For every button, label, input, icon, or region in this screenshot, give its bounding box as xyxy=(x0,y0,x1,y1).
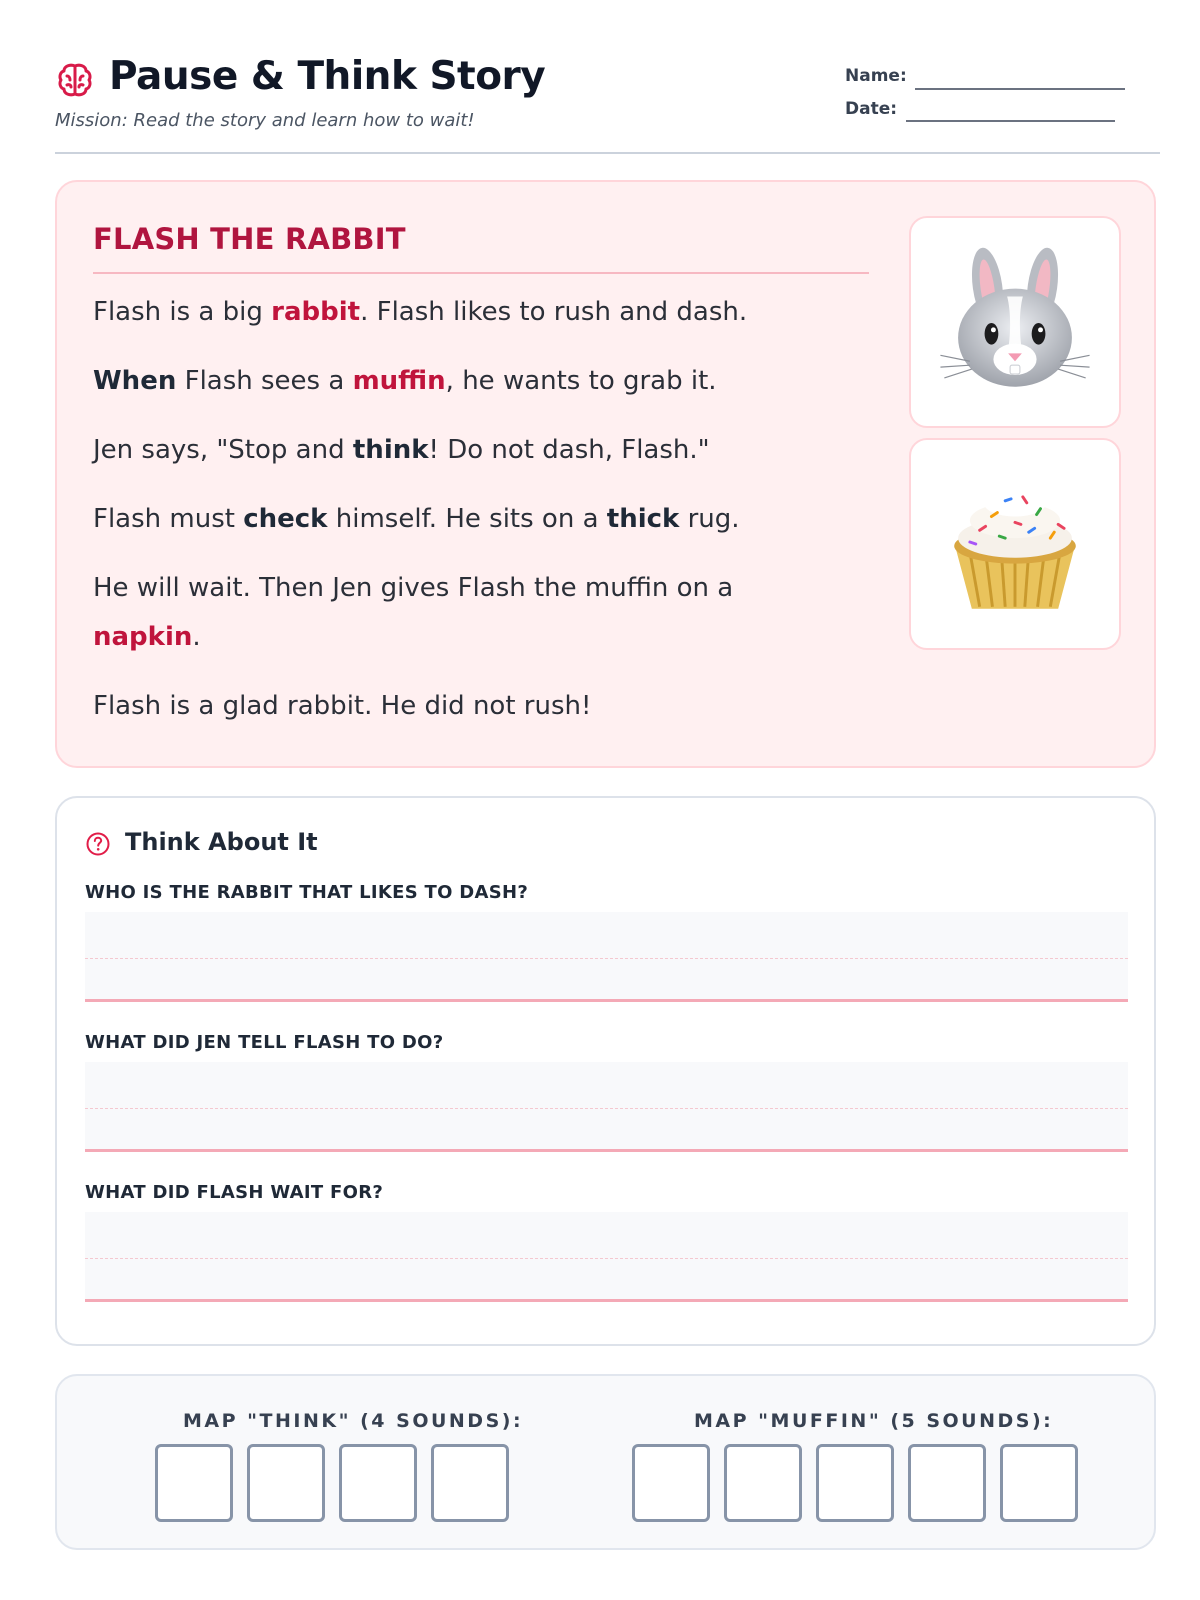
brain-icon xyxy=(55,60,95,100)
story-line-1: Flash is a big rabbit. Flash likes to rush and dash. xyxy=(93,297,748,327)
sound-map-card xyxy=(55,1374,1156,1550)
muffin-sound-label: MAP "MUFFIN" (5 SOUNDS): xyxy=(694,1410,1054,1432)
muffin-sound-box-3[interactable] xyxy=(816,1444,894,1522)
muffin-sound-box-2[interactable] xyxy=(724,1444,802,1522)
story-line-4: Flash must check himself. He sits on a thick rug. xyxy=(93,504,740,534)
think-sound-box-2[interactable] xyxy=(247,1444,325,1522)
story-title: FLASH THE RABBIT xyxy=(93,222,406,256)
rabbit-face-icon xyxy=(911,218,1119,426)
story-line-5: He will wait. Then Jen gives Flash the muffin on a napkin. xyxy=(93,573,734,652)
question-circle-icon xyxy=(85,831,111,857)
story-line-3: Jen says, "Stop and think! Do not dash, Flash." xyxy=(93,435,710,465)
think-sound-label: MAP "THINK" (4 SOUNDS): xyxy=(183,1410,524,1432)
story-card xyxy=(55,180,1156,768)
page-subtitle: Mission: Read the story and learn how to wait! xyxy=(55,110,475,131)
think-sound-box-1[interactable] xyxy=(155,1444,233,1522)
header xyxy=(55,0,1160,154)
question-3-label: WHAT DID FLASH WAIT FOR? xyxy=(85,1182,384,1203)
think-sound-box-3[interactable] xyxy=(339,1444,417,1522)
date-line[interactable] xyxy=(906,120,1115,122)
name-label: Name: xyxy=(845,66,907,86)
answer-2-field[interactable] xyxy=(85,1062,1128,1152)
questions-title: Think About It xyxy=(125,828,318,856)
story-title-rule xyxy=(93,272,869,274)
questions-card xyxy=(55,796,1156,1346)
muffin-sound-box-5[interactable] xyxy=(1000,1444,1078,1522)
muffin-sound-box-1[interactable] xyxy=(632,1444,710,1522)
story-line-6: Flash is a glad rabbit. He did not rush! xyxy=(93,691,592,721)
answer-3-field[interactable] xyxy=(85,1212,1128,1302)
cupcake-icon xyxy=(911,440,1119,648)
question-1-label: WHO IS THE RABBIT THAT LIKES TO DASH? xyxy=(85,882,529,903)
cupcake-picture xyxy=(909,438,1121,650)
story-text xyxy=(93,288,813,751)
answer-1-field[interactable] xyxy=(85,912,1128,1002)
name-line[interactable] xyxy=(915,88,1125,90)
worksheet-page xyxy=(55,0,1160,1432)
muffin-sound-box-4[interactable] xyxy=(908,1444,986,1522)
think-sound-box-4[interactable] xyxy=(431,1444,509,1522)
question-2-label: WHAT DID JEN TELL FLASH TO DO? xyxy=(85,1032,444,1053)
page-title: Pause & Think Story xyxy=(109,54,546,99)
date-label: Date: xyxy=(845,99,898,119)
rabbit-picture xyxy=(909,216,1121,428)
story-line-2: When Flash sees a muffin, he wants to grab it. xyxy=(93,366,717,396)
